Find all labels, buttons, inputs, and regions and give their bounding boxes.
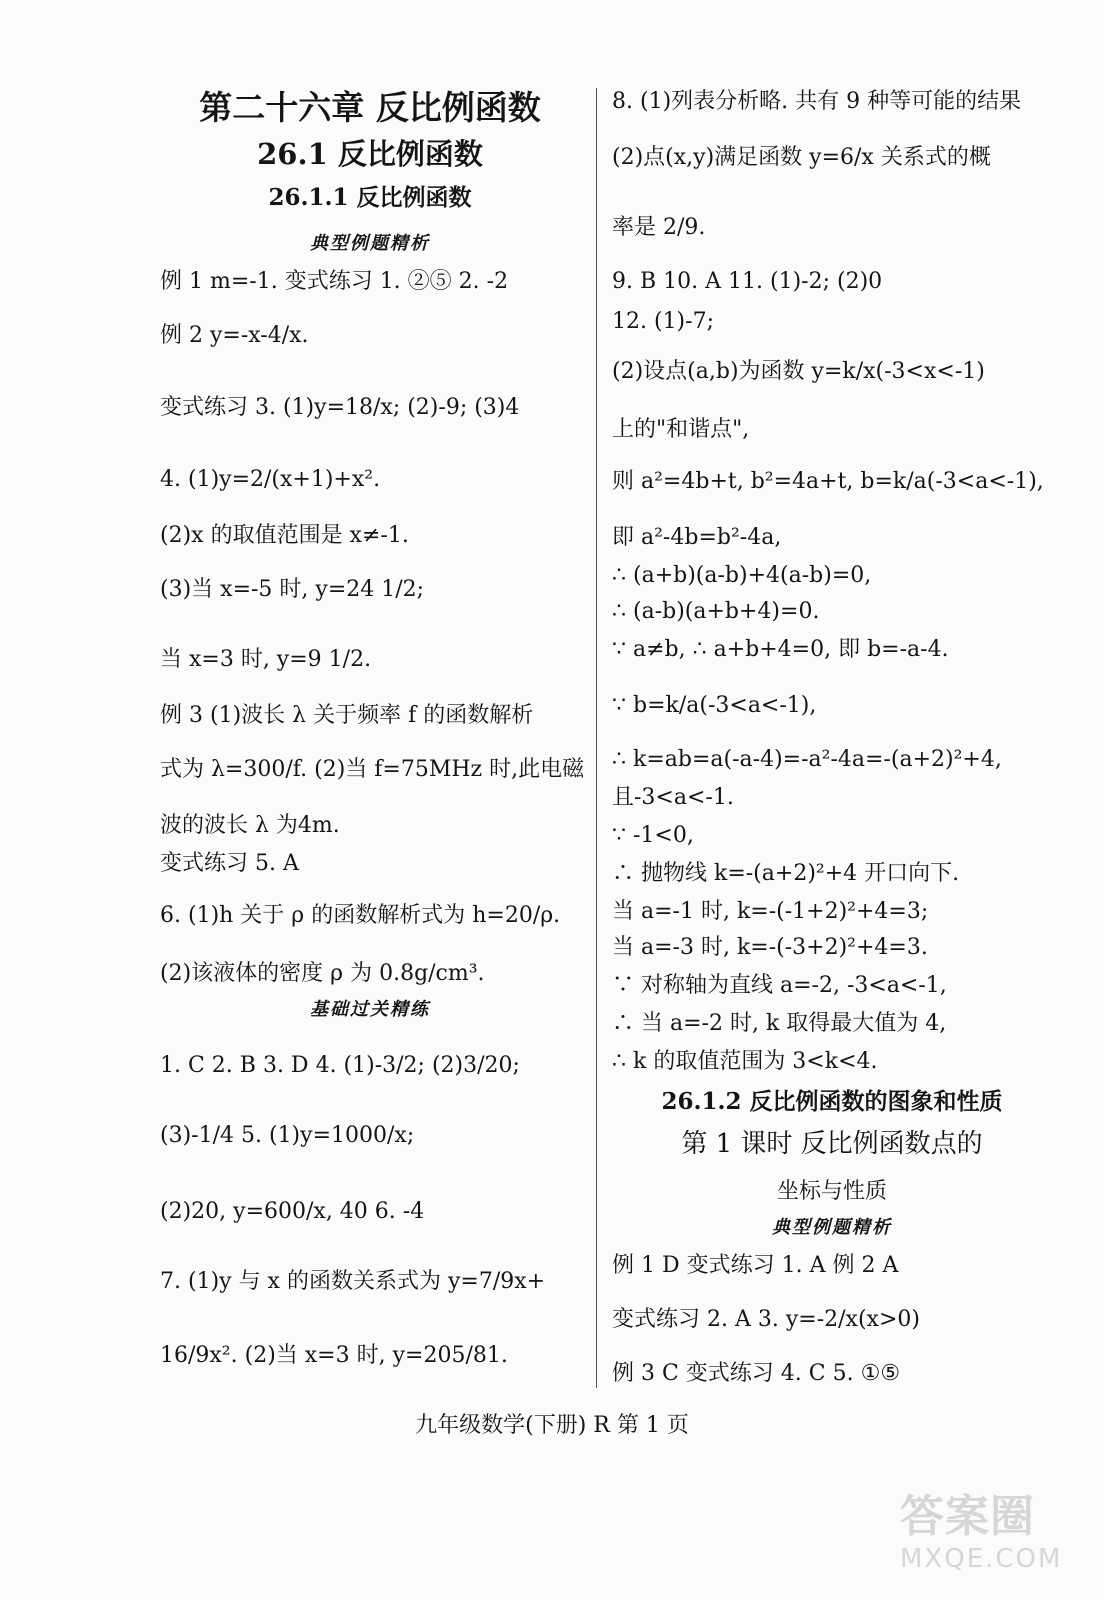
right-line: 8. (1)列表分析略. 共有 9 种等可能的结果 xyxy=(612,89,1022,114)
left-line: (2)20, y=600/x, 40 6. -4 xyxy=(160,1199,425,1224)
left-line: 26.1.1 反比例函数 xyxy=(268,184,472,211)
left-line: 第二十六章 反比例函数 xyxy=(199,88,541,127)
left-line: 1. C 2. B 3. D 4. (1)-3/2; (2)3/20; xyxy=(160,1053,520,1078)
right-line: 则 a²=4b+t, b²=4a+t, b=k/a(-3<a<-1), xyxy=(612,469,1044,494)
right-line: 12. (1)-7; xyxy=(612,309,714,334)
right-line: 例 3 C 变式练习 4. C 5. ①⑤ xyxy=(612,1361,901,1386)
watermark-logo-text: 答案圈 xyxy=(900,1491,1035,1542)
left-line: 6. (1)h 关于 ρ 的函数解析式为 h=20/ρ. xyxy=(160,903,561,928)
left-line: 例 2 y=-x-4/x. xyxy=(160,323,309,348)
left-line: 例 3 (1)波长 λ 关于频率 f 的函数解析 xyxy=(160,703,534,728)
left-line: 26.1 反比例函数 xyxy=(257,137,483,171)
left-line: 式为 λ=300/f. (2)当 f=75MHz 时,此电磁 xyxy=(160,757,585,782)
column-divider xyxy=(596,88,597,1388)
left-line: 基础过关精练 xyxy=(310,999,430,1020)
right-line: ∴ k 的取值范围为 3<k<4. xyxy=(612,1049,878,1074)
right-line: 坐标与性质 xyxy=(776,1179,887,1204)
left-line: 变式练习 3. (1)y=18/x; (2)-9; (3)4 xyxy=(160,395,520,420)
right-line: (2)设点(a,b)为函数 y=k/x(-3<x<-1) xyxy=(612,359,985,384)
right-line: 上的"和谐点", xyxy=(612,417,750,442)
right-line: ∴ (a+b)(a-b)+4(a-b)=0, xyxy=(612,563,872,588)
right-line: ∵ b=k/a(-3<a<-1), xyxy=(612,693,817,718)
right-line: 即 a²-4b=b²-4a, xyxy=(612,525,782,550)
left-line: 4. (1)y=2/(x+1)+x². xyxy=(160,467,381,492)
right-line: 典型例题精析 xyxy=(772,1217,892,1238)
left-line: 典型例题精析 xyxy=(310,233,430,254)
right-line: 26.1.2 反比例函数的图象和性质 xyxy=(661,1088,1003,1115)
left-line: (2)x 的取值范围是 x≠-1. xyxy=(160,523,409,548)
right-line: ∴ (a-b)(a+b+4)=0. xyxy=(612,599,820,624)
watermark-site-text: MXQE.COM xyxy=(900,1544,1063,1574)
left-line: 例 1 m=-1. 变式练习 1. ②⑤ 2. -2 xyxy=(160,269,509,294)
right-line: 且-3<a<-1. xyxy=(612,785,734,810)
right-line: ∴ k=ab=a(-a-4)=-a²-4a=-(a+2)²+4, xyxy=(612,747,1002,772)
right-line: 当 a=-1 时, k=-(-1+2)²+4=3; xyxy=(612,899,929,924)
page-footer: 九年级数学(下册) R 第 1 页 xyxy=(415,1413,689,1438)
right-line: 变式练习 2. A 3. y=-2/x(x>0) xyxy=(612,1307,920,1332)
right-line: 第 1 课时 反比例函数点的 xyxy=(681,1129,983,1159)
left-line: 当 x=3 时, y=9 1/2. xyxy=(160,647,372,672)
right-line: ∵ 对称轴为直线 a=-2, -3<a<-1, xyxy=(612,973,947,998)
right-line: ∴ 当 a=-2 时, k 取得最大值为 4, xyxy=(612,1011,947,1036)
left-line: (3)当 x=-5 时, y=24 1/2; xyxy=(160,577,425,602)
right-line: 当 a=-3 时, k=-(-3+2)²+4=3. xyxy=(612,935,928,960)
right-line: 例 1 D 变式练习 1. A 例 2 A xyxy=(612,1253,899,1278)
left-line: 16/9x². (2)当 x=3 时, y=205/81. xyxy=(160,1343,508,1368)
right-line: ∵ -1<0, xyxy=(612,823,694,848)
right-line: 9. B 10. A 11. (1)-2; (2)0 xyxy=(612,269,883,294)
right-line: ∴ 抛物线 k=-(a+2)²+4 开口向下. xyxy=(612,861,960,886)
right-line: ∵ a≠b, ∴ a+b+4=0, 即 b=-a-4. xyxy=(612,637,949,662)
right-line: 率是 2/9. xyxy=(612,215,706,240)
watermark-logo xyxy=(900,1480,1085,1590)
left-line: 变式练习 5. A xyxy=(160,851,299,876)
left-line: (3)-1/4 5. (1)y=1000/x; xyxy=(160,1123,415,1148)
left-line: (2)该液体的密度 ρ 为 0.8g/cm³. xyxy=(160,961,485,986)
left-line: 7. (1)y 与 x 的函数关系式为 y=7/9x+ xyxy=(160,1269,546,1294)
left-line: 波的波长 λ 为4m. xyxy=(160,813,340,838)
right-line: (2)点(x,y)满足函数 y=6/x 关系式的概 xyxy=(612,145,991,170)
